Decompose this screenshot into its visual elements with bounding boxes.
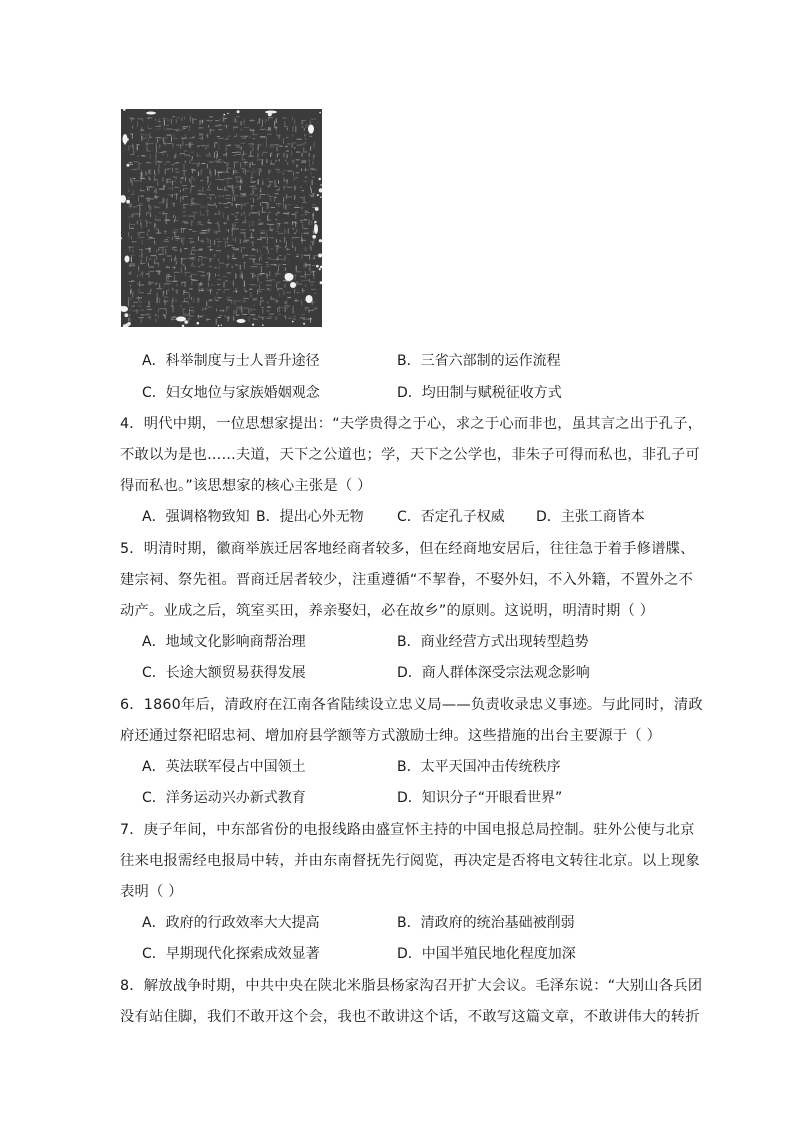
q3-option-b[interactable]: B．三省六部制的运作流程: [397, 353, 561, 369]
q3-option-d[interactable]: D．均田制与赋税征收方式: [397, 385, 562, 401]
q3-option-a[interactable]: A．科举制度与士人晋升途径: [142, 353, 320, 369]
q3-option-c[interactable]: C．妇女地位与家族婚姻观念: [142, 385, 320, 401]
q5-option-b[interactable]: B．商业经营方式出现转型趋势: [397, 634, 589, 650]
q7-stem-line-1: 7．庚子年间，中东部省份的电报线路由盛宣怀主持的中国电报总局控制。驻外公使与北京: [120, 822, 695, 838]
q4-option-a[interactable]: A．强调格物致知: [142, 509, 250, 525]
q6-option-c[interactable]: C．洋务运动兴办新式教育: [142, 790, 306, 806]
q4-stem-line-3: 得而私也。”该思想家的核心主张是（ ）: [120, 478, 372, 494]
q4-option-b[interactable]: B．提出心外无物: [256, 509, 364, 525]
q4-option-c[interactable]: C．否定孔子权威: [397, 509, 505, 525]
q7-option-c[interactable]: C．早期现代化探索成效显著: [142, 946, 320, 962]
q7-stem-line-2: 往来电报需经电报局中转，并由东南督抚先行阅览，再决定是否将电文转往北京。以上现象: [120, 853, 700, 869]
q4-option-d[interactable]: D．主张工商皆本: [536, 509, 645, 525]
q5-stem-line-1: 5．明清时期，徽商举族迁居客地经商者较多，但在经商地安居后，往往急于着手修谱牒、: [120, 541, 695, 557]
q5-stem-line-3: 动产。业成之后，筑室买田，养亲娶妇，必在故乡”的原则。这说明，明清时期（ ）: [120, 603, 655, 619]
q6-stem-line-2: 府还通过祭祀昭忠祠、增加府县学额等方式激励士绅。这些措施的出台主要源于（ ）: [120, 728, 662, 744]
stele-rubbing-image: [121, 109, 322, 327]
q7-stem-line-3: 表明（ ）: [120, 884, 183, 900]
q7-option-b[interactable]: B．清政府的统治基础被削弱: [397, 915, 575, 931]
q5-stem-line-2: 建宗祠、祭先祖。晋商迁居者较少，注重遵循“不挈眷，不娶外妇，不入外籍，不置外之不: [120, 572, 693, 588]
q6-option-b[interactable]: B．太平天国冲击传统秩序: [397, 759, 561, 775]
q7-option-a[interactable]: A．政府的行政效率大大提高: [142, 915, 320, 931]
stele-rubbing-graphic: [121, 109, 322, 327]
q5-option-c[interactable]: C．长途大额贸易获得发展: [142, 665, 306, 681]
q4-stem-line-1: 4．明代中期，一位思想家提出：“夫学贵得之于心，求之于心而非也，虽其言之出于孔子，: [120, 416, 703, 432]
q6-option-a[interactable]: A．英法联军侵占中国领土: [142, 759, 306, 775]
q7-option-d[interactable]: D．中国半殖民地化程度加深: [397, 946, 576, 962]
q6-stem-line-1: 6．1860年后，清政府在江南各省陆续设立忠义局——负责收录忠义事迹。与此同时，清政: [120, 697, 703, 713]
q6-option-d[interactable]: D．知识分子“开眼看世界”: [397, 790, 563, 806]
q8-stem-line-2: 没有站住脚，我们不敢开这个会，我也不敢讲这个话，不敢写这篇文章，不敢讲伟大的转折: [120, 1009, 700, 1025]
q5-option-d[interactable]: D．商人群体深受宗法观念影响: [397, 665, 590, 681]
q8-stem-line-1: 8．解放战争时期，中共中央在陕北米脂县杨家沟召开扩大会议。毛泽东说：“大别山各兵团: [120, 978, 703, 994]
q4-stem-line-2: 不敢以为是也……夫道，天下之公道也；学，天下之公学也，非朱子可得而私也，非孔子可: [120, 447, 700, 463]
q5-option-a[interactable]: A．地域文化影响商帮治理: [142, 634, 306, 650]
